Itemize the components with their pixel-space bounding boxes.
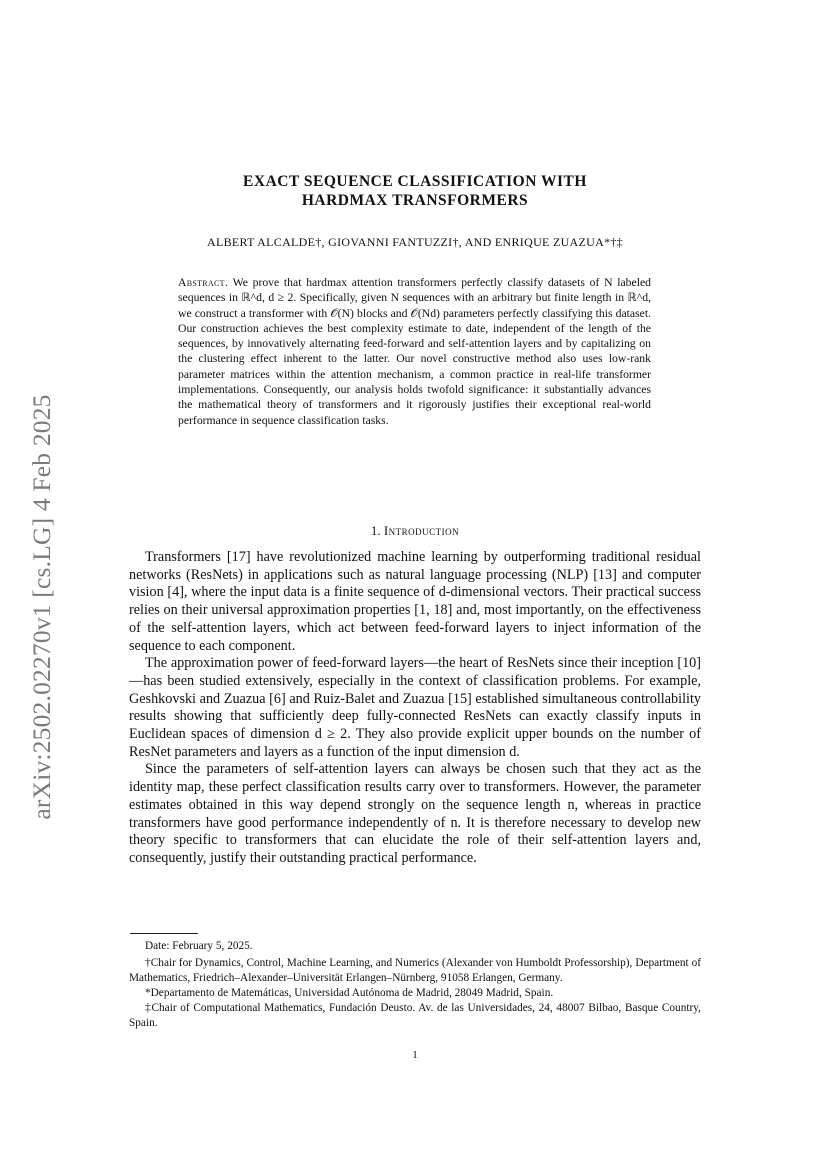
footnote-date: Date: February 5, 2025. — [145, 940, 253, 952]
section-heading — [130, 523, 700, 539]
section-number: 1. — [370, 523, 381, 538]
page-number: 1 — [412, 1049, 418, 1061]
footnotes — [129, 939, 701, 1031]
footnote-affiliation-uam: *Departamento de Matemáticas, Universidad Autónoma de Madrid, 28049 Madrid, Spain. — [145, 987, 554, 999]
author-list: ALBERT ALCALDE†, GIOVANNI FANTUZZI†, AND ENRIQUE ZUAZUA*†‡ — [207, 235, 623, 249]
paragraph-2: The approximation power of feed-forward layers—the heart of ResNets since their inception [10]—has been studied extensively, especially in the context of classification problems. For example, Geshkovski and Zuazua [6] and Ruiz-Balet and Zuazua [15] established simultaneous controllability results showing that sufficiently deep fully-connected ResNets can exactly classify inputs in Euclidean spaces of dimension d ≥ 2. They also provide explicit upper bounds on the number of ResNet parameters and layers as a function of the input dimension d. — [129, 655, 701, 760]
footnote-rule — [130, 933, 198, 934]
title-line-1: EXACT SEQUENCE CLASSIFICATION WITH — [243, 173, 587, 190]
abstract — [178, 275, 651, 428]
title-line-2: HARDMAX TRANSFORMERS — [301, 192, 529, 209]
abstract-text: We prove that hardmax attention transformers perfectly classify datasets of N labeled sequences in ℝ^d, d ≥ 2. Specifically, given N sequences with an arbitrary but finite length in ℝ^d, we construct a transformer with 𝒪(N) blocks and 𝒪(Nd) parameters perfectly classifying this dataset. Our construction achieves the best complexity estimate to date, independent of the length of the sequences, by innovatively alternating feed-forward and self-attention layers and by capitalizing on the clustering effect inherent to the latter. Our novel constructive method also uses low-rank parameter matrices within the attention mechanism, a common practice in real-life transformer implementations. Consequently, our analysis holds twofold significance: it substantially advances the mathematical theory of transformers and it rigorously justifies their exceptional real-world performance in sequence classification tasks. — [178, 276, 651, 427]
footnote-affiliation-fau: †Chair for Dynamics, Control, Machine Learning, and Numerics (Alexander von Humboldt Professorship), Department of Mathematics, Friedrich–Alexander–Universität Erlangen–Nürnberg, 91058 Erlangen, Germany. — [129, 957, 701, 984]
paragraph-1: Transformers [17] have revolutionized machine learning by outperforming traditional residual networks (ResNets) in applications such as natural language processing (NLP) [13] and computer vision [4], where the input data is a finite sequence of d-dimensional vectors. Their practical success relies on their universal approximation properties [1, 18] and, most importantly, on the effectiveness of the self-attention layers, which act between feed-forward layers to inject information of the sequence to each component. — [129, 549, 701, 654]
arxiv-id: arXiv:2502.02270v1 [cs.LG] 4 Feb 2025 — [27, 394, 56, 820]
footnote-affiliation-deusto: ‡Chair of Computational Mathematics, Fundación Deusto. Av. de las Universidades, 24, 48007 Bilbao, Basque Country, Spain. — [129, 1002, 701, 1029]
paragraph-3: Since the parameters of self-attention layers can always be chosen such that they act as the identity map, these perfect classification results carry over to transformers. However, the parameter estimates obtained in this way depend strongly on the sequence length n, whereas in practice transformers have good performance independently of n. It is therefore necessary to develop new theory specific to transformers that can elucidate the role of their self-attention layers and, consequently, justify their outstanding practical performance. — [129, 761, 701, 866]
arxiv-sidebar-stamp — [22, 372, 62, 842]
section-title: Introduction — [383, 523, 460, 538]
body-text — [129, 549, 701, 868]
paper-title — [130, 172, 700, 210]
abstract-label: Abstract. — [178, 276, 229, 289]
